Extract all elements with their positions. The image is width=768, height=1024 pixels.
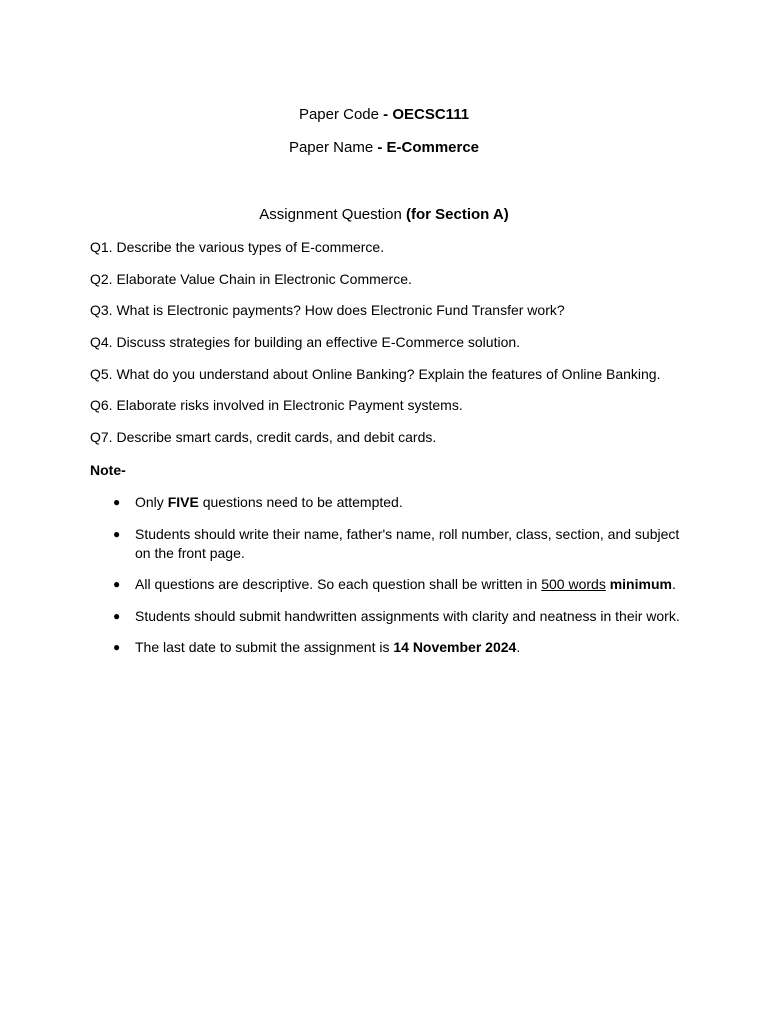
bullet-icon: ● <box>113 526 121 541</box>
bullet-icon: ● <box>113 608 121 623</box>
paper-name-line <box>0 139 768 157</box>
bullet-icon: ● <box>113 640 121 654</box>
note-text: Only <box>135 494 168 510</box>
note-emphasis: FIVE <box>167 494 199 510</box>
note-text: Students should submit handwritten assignments with clarity and neatness in their work. <box>135 607 680 624</box>
question-5: Q5. What do you understand about Online Banking? Explain the features of Online Banking. <box>90 365 661 382</box>
note-text: The last date to submit the assignment is <box>135 639 394 655</box>
assignment-label: Assignment Question <box>259 206 406 223</box>
assignment-section: (for Section A) <box>405 206 509 223</box>
question-4: Q4. Discuss strategies for building an effective E-Commerce solution. <box>90 334 521 351</box>
note-emphasis: minimum <box>609 576 672 592</box>
note-label: Note- <box>90 462 126 478</box>
paper-code-line <box>0 106 768 124</box>
question-list <box>90 238 690 460</box>
note-item-2 <box>113 525 683 563</box>
paper-code-value: - OECSC111 <box>383 106 470 123</box>
paper-name-label: Paper Name <box>288 139 378 156</box>
question-3: Q3. What is Electronic payments? How does Electronic Fund Transfer work? <box>90 302 565 319</box>
bullet-icon: ● <box>113 577 121 591</box>
paper-code-label: Paper Code <box>298 106 384 123</box>
note-text: . <box>671 576 676 592</box>
note-text: All questions are descriptive. So each question shall be written in <box>135 576 542 592</box>
question-2: Q2. Elaborate Value Chain in Electronic Commerce. <box>90 270 412 287</box>
question-1: Q1. Describe the various types of E-commerce. <box>90 239 385 255</box>
note-item-3 <box>113 575 683 594</box>
note-list <box>113 493 683 670</box>
question-7: Q7. Describe smart cards, credit cards, and debit cards. <box>90 429 437 446</box>
question-6: Q6. Elaborate risks involved in Electronic Payment systems. <box>90 397 463 414</box>
note-item-1 <box>113 493 683 512</box>
note-text: questions need to be attempted. <box>198 494 403 510</box>
note-text: Students should write their name, father's name, roll number, class, section, and subject on the front page. <box>135 525 680 561</box>
note-item-4 <box>113 607 683 626</box>
note-underlined: 500 words <box>541 576 606 592</box>
note-item-5 <box>113 638 683 657</box>
note-emphasis: 14 November 2024 <box>393 639 517 655</box>
note-text: . <box>516 639 521 655</box>
paper-name-value: - E-Commerce <box>377 139 480 156</box>
bullet-icon: ● <box>113 495 121 509</box>
assignment-heading <box>0 206 768 224</box>
